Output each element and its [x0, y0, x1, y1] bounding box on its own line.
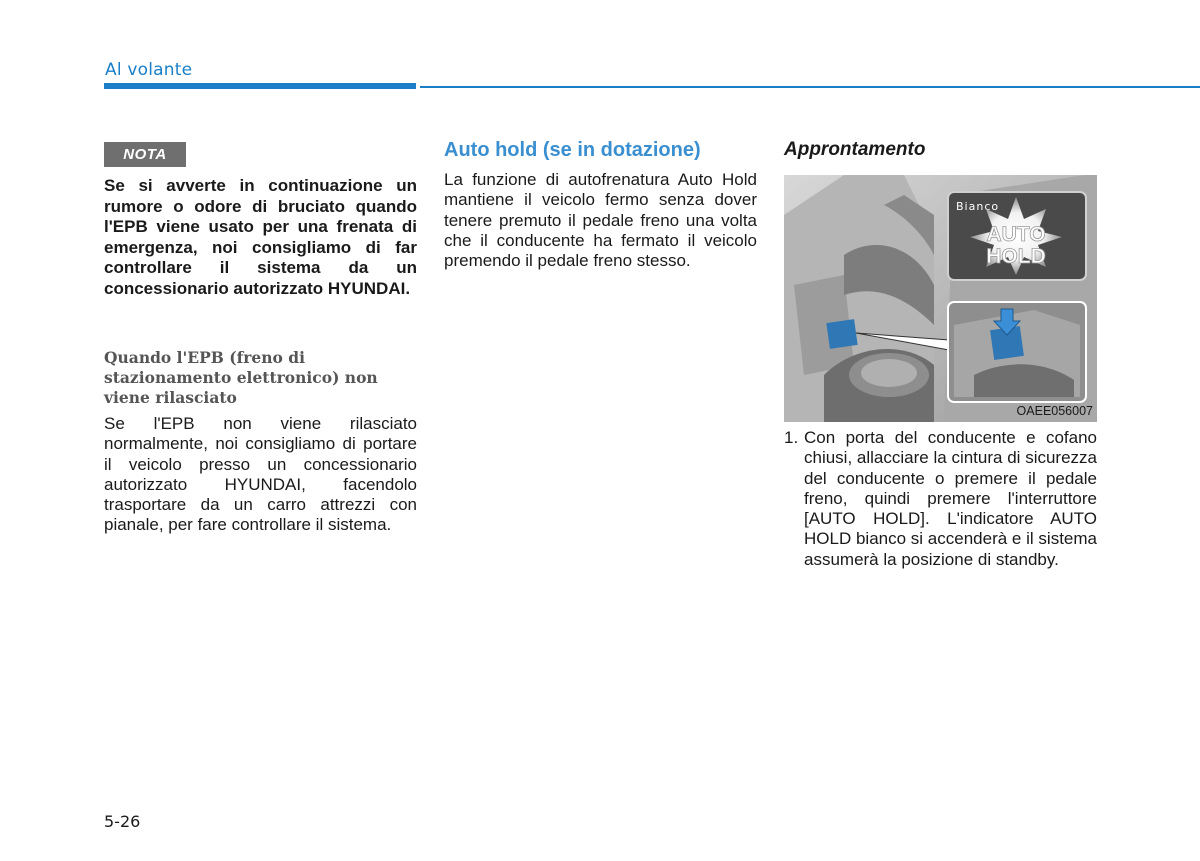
step-number: 1.	[784, 428, 799, 447]
figure-caption: OAEE056007	[1016, 404, 1093, 418]
step-text: Con porta del conducente e cofano chiusi, allacciare la cintura di sicurezza del conducente o premere il pedale freno, quindi premere l'interruttore [AUTO HOLD]. L'indicatore AUTO HOLD bianco si accenderà e il sistema assumerà la posizione di standby.	[804, 428, 1097, 569]
list-item	[784, 428, 1097, 570]
header-rule-thick	[104, 83, 416, 89]
section-title: Al volante	[105, 60, 193, 80]
nota-text: Se si avverte in continuazione un rumore o odore di bruciato quando l'EPB viene usato per una frenata di emergenza, noi consigliamo di far controllare il sistema da un concessionario autorizzato HYUNDAI.	[104, 176, 417, 298]
center-console-illustration	[784, 175, 1097, 422]
epb-release-text: Se l'EPB non viene rilasciato normalmente, noi consigliamo di portare il veicolo presso un concessionario autorizzato HYUNDAI, facendolo trasportare da un carro attrezzi con pianale, per fare controllare il sistema.	[104, 414, 417, 535]
indicator-text-line1: AUTO	[986, 223, 1046, 246]
header-rule-thin	[420, 86, 1200, 88]
setup-heading: Approntamento	[784, 139, 926, 160]
nota-badge: NOTA	[104, 142, 186, 167]
auto-hold-heading: Auto hold (se in dotazione)	[444, 139, 701, 161]
auto-hold-figure	[784, 175, 1097, 422]
epb-release-heading: Quando l'EPB (freno di stazionamento elettronico) non viene rilasciato	[104, 348, 378, 407]
indicator-text-line2: HOLD	[986, 245, 1046, 268]
auto-hold-text: La funzione di autofrenatura Auto Hold mantiene il veicolo fermo senza dover tenere premuto il pedale freno una volta che il conducente ha fermato il veicolo premendo il pedale freno stesso.	[444, 170, 757, 271]
page-number: 5-26	[104, 812, 141, 831]
setup-steps	[784, 428, 1097, 570]
indicator-color-label: Bianco	[956, 200, 1000, 213]
